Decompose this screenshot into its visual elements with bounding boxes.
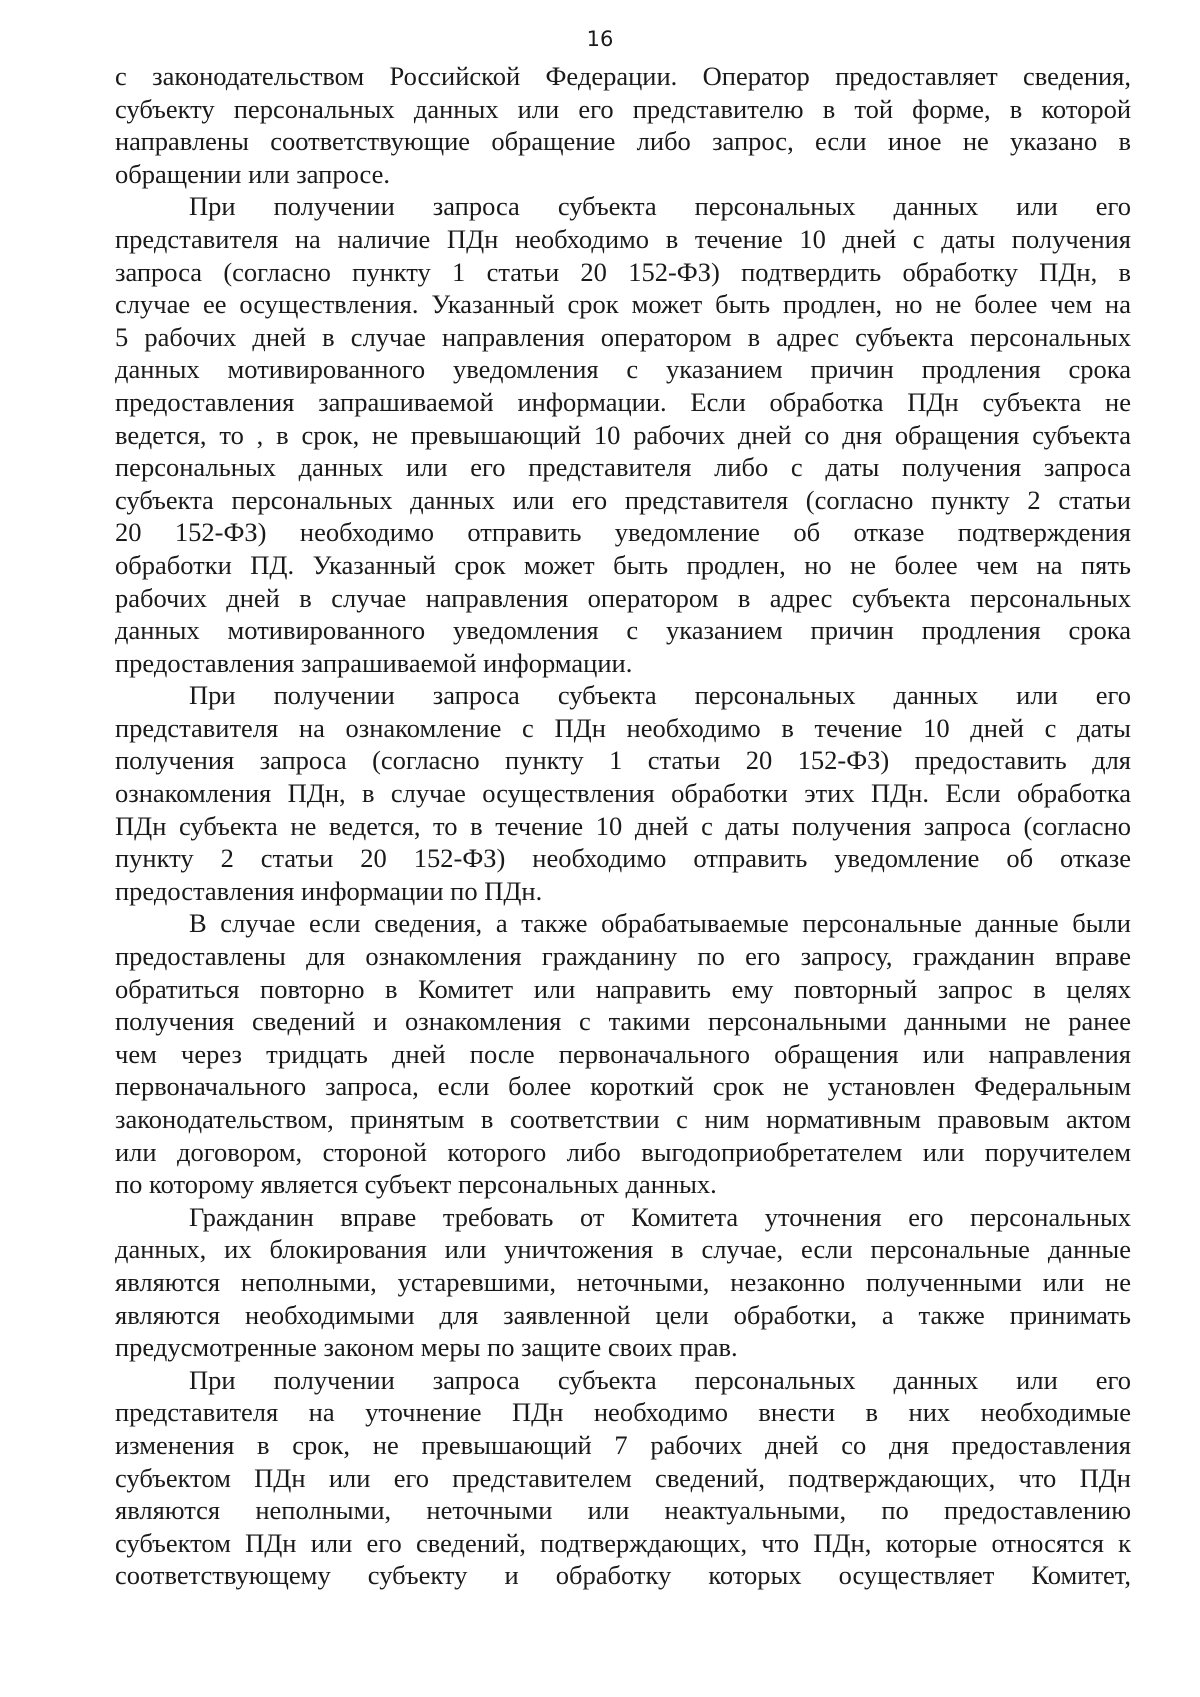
text-line: ведется, то , в срок, не превышающий 10 рабочих дней со дня обращения субъекта: [115, 419, 1131, 450]
text-line: субъекту персональных данных или его представителю в той форме, в которой: [115, 93, 1131, 124]
text-line: предоставления запрашиваемой информации. Если обработка ПДн субъекта не: [115, 386, 1131, 417]
text-line: ознакомления ПДн, в случае осуществления обработки этих ПДн. Если обработка: [115, 778, 1131, 809]
text-line: направлены соответствующие обращение либо запрос, если иное не указано в: [115, 126, 1131, 157]
text-line: предоставлены для ознакомления гражданину по его запросу, гражданин вправе: [115, 941, 1131, 972]
text-line: являются неполными, неточными или неактуальными, по предоставлению: [115, 1495, 1131, 1526]
text-line: При получении запроса субъекта персональных данных или его: [189, 191, 1131, 222]
paragraph: [115, 190, 1131, 679]
text-line: представителя на наличие ПДн необходимо в течение 10 дней с даты получения: [115, 223, 1131, 254]
text-line: или договором, стороной которого либо выгодоприобретателем или поручителем: [115, 1136, 1131, 1167]
text-line: обратиться повторно в Комитет или направить ему повторный запрос в целях: [115, 973, 1131, 1004]
text-line: соответствующему субъекту и обработку которых осуществляет Комитет,: [115, 1560, 1131, 1591]
text-line: первоначального запроса, если более короткий срок не установлен Федеральным: [115, 1071, 1131, 1102]
text-line: случае ее осуществления. Указанный срок может быть продлен, но не более чем на: [115, 289, 1131, 320]
text-line: являются неполными, устаревшими, неточными, незаконно полученными или не: [115, 1266, 1131, 1297]
document-body: [115, 60, 1131, 1592]
text-line: чем через тридцать дней после первоначального обращения или направления: [115, 1038, 1131, 1069]
text-line: по которому является субъект персональных данных.: [115, 1169, 717, 1200]
paragraph: [115, 679, 1131, 907]
text-line: получения запроса (согласно пункту 1 статьи 20 152-ФЗ) предоставить для: [115, 745, 1131, 776]
text-line: данных, их блокирования или уничтожения в случае, если персональные данные: [115, 1234, 1131, 1265]
text-line: Гражданин вправе требовать от Комитета уточнения его персональных: [189, 1201, 1131, 1232]
text-line: представителя на ознакомление с ПДн необходимо в течение 10 дней с даты: [115, 712, 1131, 743]
text-line: предоставления информации по ПДн.: [115, 875, 543, 906]
text-line: персональных данных или его представителя либо с даты получения запроса: [115, 452, 1131, 483]
text-line: законодательством, принятым в соответствии с ним нормативным правовым актом: [115, 1104, 1131, 1134]
text-line: предоставления запрашиваемой информации.: [115, 647, 633, 678]
text-line: субъектом ПДн или его представителем сведений, подтверждающих, что ПДн: [115, 1462, 1131, 1493]
text-line: При получении запроса субъекта персональных данных или его: [189, 1364, 1131, 1395]
paragraph: [115, 907, 1131, 1200]
text-line: данных мотивированного уведомления с указанием причин продления срока: [115, 354, 1131, 385]
paragraph: [115, 1364, 1131, 1592]
text-line: обработки ПД. Указанный срок может быть продлен, но не более чем на пять: [115, 549, 1131, 580]
paragraph: [115, 1201, 1131, 1364]
text-line: обращении или запросе.: [115, 158, 390, 189]
text-line: изменения в срок, не превышающий 7 рабочих дней со дня предоставления: [115, 1429, 1131, 1460]
text-line: субъектом ПДн или его сведений, подтверждающих, что ПДн, которые относятся к: [115, 1527, 1131, 1558]
text-line: предусмотренные законом меры по защите своих прав.: [115, 1332, 738, 1363]
page-number: 16: [586, 27, 614, 51]
text-line: В случае если сведения, а также обрабатываемые персональные данные были: [189, 908, 1131, 939]
text-line: представителя на уточнение ПДн необходимо внести в них необходимые: [115, 1397, 1131, 1428]
text-line: с законодательством Российской Федерации. Оператор предоставляет сведения,: [115, 61, 1131, 91]
text-line: субъекта персональных данных или его представителя (согласно пункту 2 статьи: [115, 484, 1131, 515]
paragraph: [115, 60, 1131, 190]
text-line: запроса (согласно пункту 1 статьи 20 152-ФЗ) подтвердить обработку ПДн, в: [115, 256, 1131, 287]
text-line: рабочих дней в случае направления оператором в адрес субъекта персональных: [115, 582, 1131, 613]
text-line: пункту 2 статьи 20 152-ФЗ) необходимо отправить уведомление об отказе: [115, 843, 1131, 874]
text-line: 20 152-ФЗ) необходимо отправить уведомление об отказе подтверждения: [115, 517, 1131, 548]
text-line: получения сведений и ознакомления с такими персональными данными не ранее: [115, 1006, 1131, 1037]
text-line: данных мотивированного уведомления с указанием причин продления срока: [115, 615, 1131, 646]
text-line: 5 рабочих дней в случае направления оператором в адрес субъекта персональных: [115, 321, 1131, 352]
text-line: являются необходимыми для заявленной цели обработки, а также принимать: [115, 1299, 1131, 1330]
text-line: При получении запроса субъекта персональных данных или его: [189, 680, 1131, 711]
text-line: ПДн субъекта не ведется, то в течение 10 дней с даты получения запроса (согласно: [115, 810, 1131, 841]
